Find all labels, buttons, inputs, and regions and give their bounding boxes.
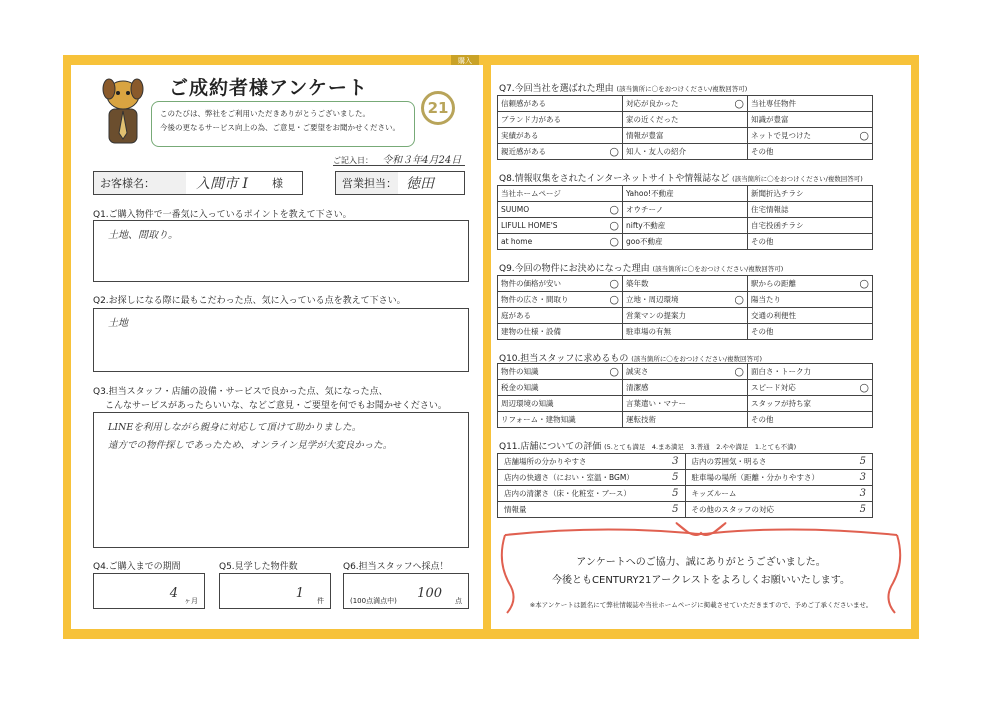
q9-title [499, 261, 783, 274]
option-cell[interactable] [623, 276, 748, 292]
option-cell[interactable] [748, 202, 873, 218]
option-mark: ○ [609, 219, 619, 232]
option-label: goo不動産 [626, 237, 663, 246]
q3-answer-line-1: LINEを利用しながら親身に対応して頂けて助かりました。 [108, 422, 362, 433]
honorific: 様 [272, 177, 283, 190]
thanks-line-1: アンケートへのご協力、誠にありがとうございました。 [576, 557, 826, 568]
rating-label: キッズルーム [691, 489, 737, 498]
q8-note: (該当箇所に〇をおつけください/複数回答可) [732, 175, 863, 183]
rating-label: 情報量 [504, 505, 527, 514]
option-label: 駐車場の有無 [626, 327, 671, 336]
option-label: 家の近くだった [626, 115, 679, 124]
option-label: 税金の知識 [501, 383, 539, 392]
staff-value: 徳田 [406, 176, 434, 192]
q10-grid [497, 363, 873, 428]
option-cell[interactable] [498, 276, 623, 292]
option-label: スピード対応 [751, 383, 796, 392]
thanks-footnote: ※本アンケートは匿名にて弊社情報誌や当社ホームページに掲載させていただきますので、予めご了承くださいませ。 [529, 601, 873, 609]
customer-name-value: 入間市 I [196, 176, 248, 192]
option-label: 知人・友人の紹介 [626, 147, 686, 156]
q2-question: Q2.お探しになる際に最もこだわった点、気に入っている点を教えて下さい。 [93, 296, 406, 306]
q3-question-line-1: Q3.担当スタッフ・店舗の設備・サービスで良かった点、気になった点、 [93, 387, 388, 397]
q2-answer: 土地 [108, 318, 128, 329]
option-cell[interactable] [623, 308, 748, 324]
rating-cell[interactable] [498, 454, 686, 470]
q7-grid [497, 95, 873, 160]
option-label: 陽当たり [751, 295, 781, 304]
option-label: 駅からの距離 [751, 279, 796, 288]
option-cell[interactable] [748, 186, 873, 202]
option-label: 交通の利便性 [751, 311, 796, 320]
option-cell[interactable] [623, 218, 748, 234]
option-label: 当社ホームページ [501, 189, 561, 198]
rating-cell[interactable] [686, 470, 874, 486]
rating-score: 5 [672, 472, 679, 483]
option-mark: ○ [609, 293, 619, 306]
purchase-badge: 購入 [451, 55, 479, 67]
option-cell[interactable] [498, 380, 623, 396]
option-cell[interactable] [498, 202, 623, 218]
option-cell[interactable] [498, 218, 623, 234]
q8-title [499, 171, 863, 184]
option-label: 自宅投函チラシ [751, 221, 804, 230]
staff-row [335, 171, 465, 195]
option-cell[interactable] [623, 96, 748, 112]
q6-unit: 点 [455, 597, 462, 605]
option-label: 知識が豊富 [751, 115, 789, 124]
q6-note: (100点満点中) [350, 597, 397, 605]
q5-value: 1 [295, 586, 304, 601]
option-label: その他 [751, 415, 774, 424]
option-cell[interactable] [623, 364, 748, 380]
rating-score: 3 [672, 456, 679, 467]
option-label: 当社専任物件 [751, 99, 796, 108]
option-label: 情報が豊富 [626, 131, 664, 140]
rating-cell[interactable] [498, 486, 686, 502]
rating-score: 3 [859, 472, 866, 483]
rating-label: その他のスタッフの対応 [691, 505, 774, 514]
option-cell[interactable] [498, 96, 623, 112]
date-underline [333, 165, 465, 166]
option-cell[interactable] [498, 128, 623, 144]
rating-label: 駐車場の場所（距離・分かりやすさ） [691, 473, 819, 482]
right-panel [491, 65, 911, 629]
option-label: ブランド力がある [501, 115, 561, 124]
option-mark: ○ [734, 97, 744, 110]
option-cell[interactable] [623, 202, 748, 218]
q5-question: Q5.見学した物件数 [219, 562, 298, 572]
date-label: ご記入日： [333, 156, 373, 165]
option-cell[interactable] [498, 308, 623, 324]
option-mark: ○ [609, 235, 619, 248]
q5-answer-box [219, 573, 331, 609]
option-cell[interactable] [498, 186, 623, 202]
greeting-line-2: 今後の更なるサービス向上の為、ご意見・ご要望をお聞かせください。 [160, 123, 400, 132]
q5-unit: 件 [317, 597, 324, 605]
q3-question-line-2: こんなサービスがあったらいいな、などご意見・ご要望を何でもお聞かせください。 [105, 401, 447, 411]
option-label: LIFULL HOME'S [501, 221, 558, 230]
rating-label: 店内の雰囲気・明るさ [691, 457, 767, 466]
rating-score: 5 [859, 456, 866, 467]
q3-answer-box [93, 412, 469, 548]
option-cell[interactable] [748, 380, 873, 396]
option-label: ネットで見つけた [751, 131, 811, 140]
greeting-line-1: このたびは、弊社をご利用いただきありがとうございました。 [160, 109, 370, 118]
option-label: 実績がある [501, 131, 539, 140]
option-cell[interactable] [748, 112, 873, 128]
option-label: その他 [751, 327, 774, 336]
q2-answer-box [93, 308, 469, 372]
option-label: 建物の仕様・設備 [501, 327, 561, 336]
q1-answer: 土地、間取り。 [108, 230, 178, 241]
option-cell[interactable] [748, 128, 873, 144]
q6-answer-box [343, 573, 469, 609]
q6-value: 100 [417, 586, 442, 601]
option-label: 庭がある [501, 311, 531, 320]
option-mark: ○ [609, 203, 619, 216]
option-label: nifty不動産 [626, 221, 666, 230]
q1-question: Q1.ご購入物件で一番気に入っているポイントを教えて下さい。 [93, 210, 352, 220]
option-label: リフォーム・建物知識 [501, 415, 576, 424]
customer-name-row [93, 171, 303, 195]
survey-sheet [63, 55, 919, 639]
q4-unit: ヶ月 [184, 597, 198, 605]
q11-title-text: Q11.店舗についての評価 [499, 442, 602, 452]
option-cell[interactable] [748, 276, 873, 292]
option-mark: ○ [859, 129, 869, 142]
date-value: 令和３年4月24日 [382, 155, 462, 166]
option-cell[interactable] [748, 412, 873, 428]
option-cell[interactable] [623, 380, 748, 396]
q9-title-text: Q9.今回の物件にお決めになった理由 [499, 264, 650, 274]
option-cell[interactable] [623, 128, 748, 144]
q9-note: (該当箇所に〇をおつけください/複数回答可) [652, 265, 784, 273]
option-label: SUUMO [501, 205, 530, 214]
option-cell[interactable] [498, 112, 623, 128]
option-label: at home [501, 237, 533, 246]
dog-mascot-icon [93, 73, 153, 149]
option-label: 信頼感がある [501, 99, 546, 108]
q7-note: (該当箇所に〇をおつけください/複数回答可) [616, 85, 748, 93]
option-label: 住宅情報誌 [751, 205, 789, 214]
greeting-bubble [151, 101, 415, 147]
page-title: ご成約者様アンケート [169, 77, 368, 99]
option-mark: ○ [609, 145, 619, 158]
option-label: 周辺環境の知識 [501, 399, 554, 408]
option-label: 言葉遣い・マナー [626, 399, 686, 408]
option-label: 親近感がある [501, 147, 546, 156]
option-label: 面白さ・トーク力 [751, 367, 811, 376]
rating-score: 5 [672, 504, 679, 515]
q6-question: Q6.担当スタッフへ採点！ [343, 562, 449, 572]
q8-title-text: Q8.情報収集をされたインターネットサイトや情報誌など [499, 174, 730, 184]
option-cell[interactable] [623, 292, 748, 308]
option-label: スタッフが持ち家 [751, 399, 811, 408]
option-label: 運転技術 [626, 415, 656, 424]
option-cell[interactable] [748, 324, 873, 340]
option-label: 対応が良かった [626, 99, 679, 108]
option-label: その他 [751, 147, 774, 156]
option-cell[interactable] [748, 292, 873, 308]
rating-cell[interactable] [498, 502, 686, 518]
option-label: 清潔感 [626, 383, 649, 392]
option-cell[interactable] [623, 412, 748, 428]
q11-note: (5.とても満足 4.まあ満足 3.普通 2.やや満足 1.とても不満) [604, 443, 797, 451]
option-cell[interactable] [498, 364, 623, 380]
option-label: 物件の知識 [501, 367, 539, 376]
option-cell[interactable] [748, 396, 873, 412]
option-cell[interactable] [623, 186, 748, 202]
rating-cell[interactable] [498, 470, 686, 486]
q7-title [499, 81, 747, 94]
q3-answer-line-2: 遠方での物件探しであったため、オンライン見学が大変良かった。 [108, 440, 393, 451]
q7-title-text: Q7.今回当社を選ばれた理由 [499, 84, 614, 94]
option-cell[interactable] [498, 396, 623, 412]
q9-grid [497, 275, 873, 340]
option-label: 物件の広さ・間取り [501, 295, 569, 304]
option-cell[interactable] [748, 234, 873, 250]
customer-name-label: お客様名： [94, 172, 186, 194]
option-cell[interactable] [623, 396, 748, 412]
option-mark: ○ [609, 365, 619, 378]
option-cell[interactable] [748, 218, 873, 234]
option-cell[interactable] [498, 234, 623, 250]
option-label: 物件の価格が安い [501, 279, 561, 288]
option-label: 築年数 [626, 279, 649, 288]
option-label: その他 [751, 237, 774, 246]
rating-label: 店内の快適さ（におい・室温・BGM） [504, 473, 634, 482]
rating-label: 店舗場所の分かりやすさ [504, 457, 587, 466]
q10-note: (該当箇所に〇をおつけください/複数回答可) [631, 355, 762, 363]
option-cell[interactable] [623, 112, 748, 128]
q8-grid [497, 185, 873, 250]
thanks-section [499, 521, 903, 617]
q4-answer-box [93, 573, 205, 609]
date-row [333, 151, 461, 166]
rating-cell[interactable] [686, 486, 874, 502]
option-cell[interactable] [748, 308, 873, 324]
rating-score: 5 [672, 488, 679, 499]
option-label: 誠実さ [626, 367, 649, 376]
option-cell[interactable] [498, 292, 623, 308]
option-cell[interactable] [748, 364, 873, 380]
rating-score: 5 [859, 504, 866, 515]
option-cell[interactable] [498, 144, 623, 160]
option-label: 営業マンの提案力 [626, 311, 686, 320]
option-mark: ○ [609, 277, 619, 290]
q11-title [499, 439, 796, 452]
left-panel [71, 65, 483, 629]
q4-value: 4 [169, 586, 178, 601]
century21-logo: 21 [421, 91, 455, 125]
option-cell[interactable] [623, 324, 748, 340]
option-mark: ○ [734, 293, 744, 306]
rating-cell[interactable] [686, 454, 874, 470]
option-cell[interactable] [623, 234, 748, 250]
option-mark: ○ [859, 277, 869, 290]
option-cell[interactable] [748, 144, 873, 160]
option-mark: ○ [734, 365, 744, 378]
option-cell[interactable] [498, 412, 623, 428]
rating-label: 店内の清潔さ（床・化粧室・ブース） [504, 489, 631, 498]
q1-answer-box [93, 220, 469, 282]
q10-title-text: Q10.担当スタッフに求めるもの [499, 354, 629, 364]
q11-grid [497, 453, 873, 518]
q4-question: Q4.ご購入までの期間 [93, 562, 181, 572]
option-mark: ○ [859, 381, 869, 394]
rating-cell[interactable] [686, 502, 874, 518]
option-label: 立地・周辺環境 [626, 295, 679, 304]
option-cell[interactable] [498, 324, 623, 340]
option-cell[interactable] [748, 96, 873, 112]
thanks-line-2: 今後ともCENTURY21アークレストをよろしくお願いいたします。 [552, 575, 850, 586]
option-cell[interactable] [623, 144, 748, 160]
rating-score: 3 [859, 488, 866, 499]
staff-label: 営業担当： [336, 172, 398, 194]
option-label: 新聞折込チラシ [751, 189, 804, 198]
option-label: オウチーノ [626, 205, 664, 214]
option-label: Yahoo!不動産 [626, 189, 674, 198]
